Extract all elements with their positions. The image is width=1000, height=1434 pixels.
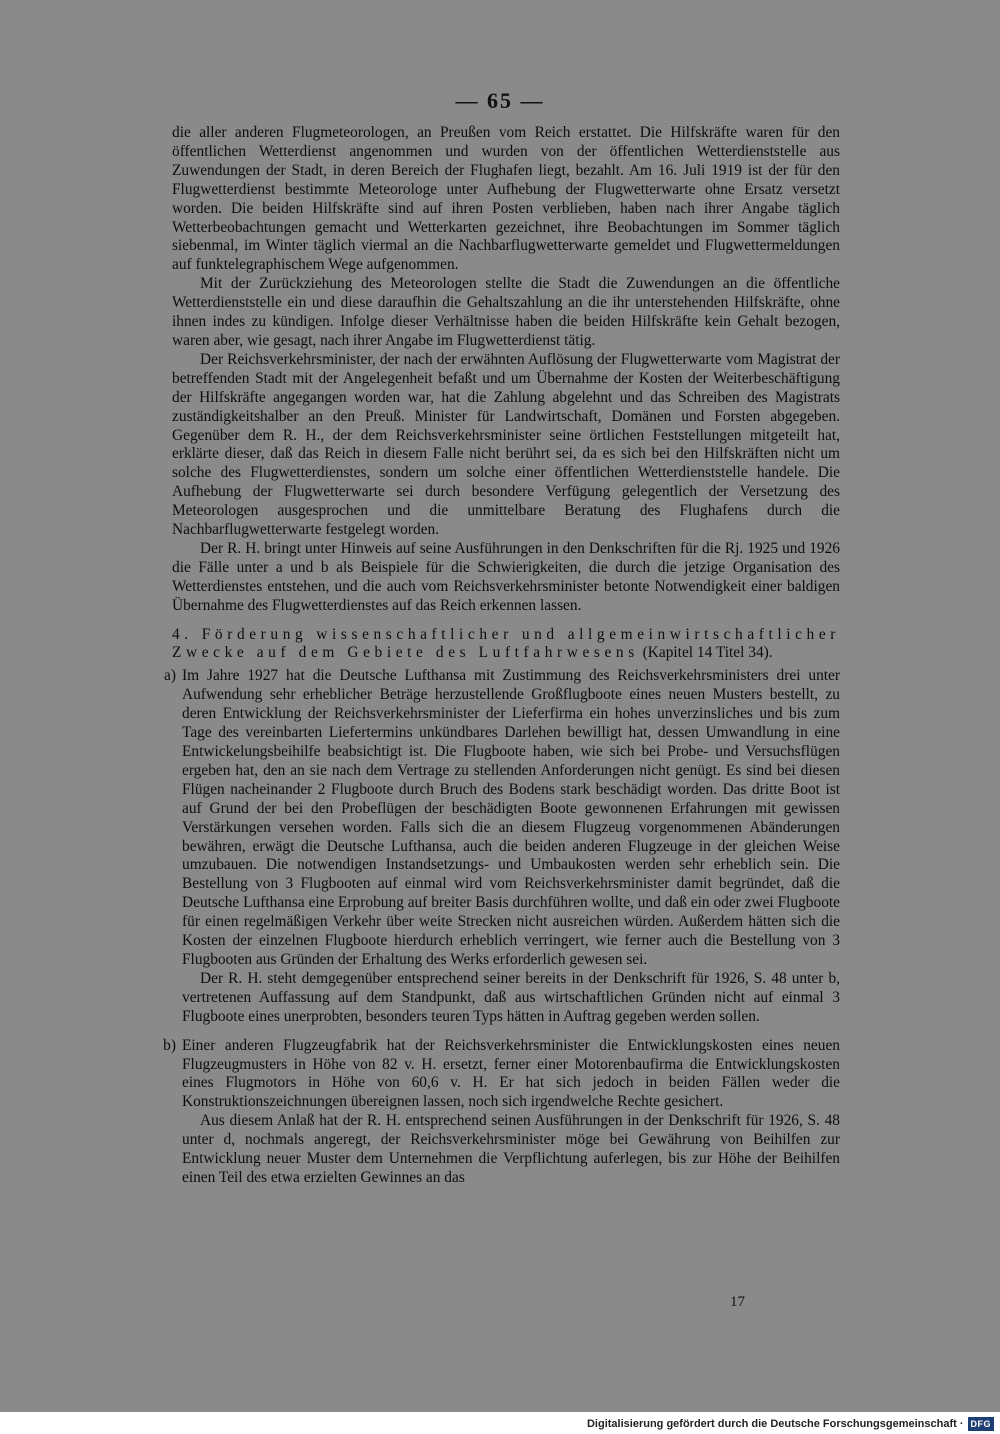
- list-marker: b): [163, 1036, 176, 1054]
- section-heading: [172, 626, 840, 664]
- list-marker: a): [164, 667, 176, 685]
- list-item-b: [163, 1036, 840, 1188]
- paragraph: Mit der Zurückziehung des Meteorologen stellte die Stadt die Zuwendungen an die öffentliche Wetterdienststelle ein und diese daraufhin die Gehaltszahlung an die ihr unterstehenden Hilfskräfte, ohne ihnen indes zu kündigen. Infolge dieser Verhältnisse haben die beiden Hilfskräfte kein Gehalt bezogen, waren aber, wie gesagt, nach ihrer Angabe im Flugwetterdienst tätig.: [172, 275, 840, 349]
- item-paragraph: Einer anderen Flugzeugfabrik hat der Reichsverkehrsminister die Entwicklungskosten eines neuen Flugzeugmusters in Höhe von 82 v. H. ersetzt, ferner einer Motorenbaufirma die Entwicklungskosten eines Flugmotors in Höhe von 60,6 v. H. Er hat sich jedoch in beiden Fällen weder die Konstruktionszeichnungen übereignen lassen, noch sich irgendwelche Rechte gesichert.: [182, 1036, 840, 1111]
- section-heading-title: 4. Förderung wissenschaftlicher und allgemeinwirtschaftlicher Zwecke auf dem Gebiete des Luftfahrwesens: [172, 625, 840, 662]
- paragraph: die aller anderen Flugmeteorologen, an Preußen vom Reich erstattet. Die Hilfskräfte waren für den öffentlichen Wetterdienst angenommen und wurden von der öffentlichen Wetterdienststelle aus Zuwendungen der Stadt, in deren Bereich der Flughafen liegt, bezahlt. Am 16. Juli 1919 ist der für den Flugwetterdienst bestimmte Meteorologe unter Aufhebung der Flugwetterwarte ohne Ersatz versetzt worden. Die beiden Hilfskräfte sind auf ihren Posten verblieben, haben nach ihrer Angabe täglich Wetterbeobachtungen gemacht und Wetterkarten gezeichnet, ihre Beobachtungen im Sommer täglich siebenmal, im Winter täglich viermal an die Nachbarflugwetterwarte gemeldet und Flugwettermeldungen auf funktelegraphischem Wege aufgenommen.: [172, 124, 840, 274]
- paragraph: Der Reichsverkehrsminister, der nach der erwähnten Auflösung der Flugwetterwarte vom Magistrat der betreffenden Stadt mit der Angelegenheit befaßt und um Übernahme der Kosten der Weiterbeschäftigung der Hilfskräfte angegangen worden war, hat die Zahlung abgelehnt und das Schreiben des Magistrats zuständigkeitshalber an den Preuß. Minister für Landwirtschaft, Domänen und Forsten abgegeben. Gegenüber dem R. H., der dem Reichsverkehrsminister seine örtlichen Feststellungen mitgeteilt hat, erklärte dieser, daß das Reich in diesem Falle nicht berührt sei, da es sich bei den Hilfskräften nicht um solche des Flugwetterdienstes, sondern um solche einer öffentlichen Wetterdienststelle handele. Die Aufhebung der Flugwetterwarte sei durch besondere Verfügung gelegentlich der Versetzung des Meteorologen ausgesprochen und die unmittelbare Beratung des Flughafens durch die Nachbarflugwetterwarte festgelegt worden.: [172, 350, 840, 539]
- item-paragraph: Aus diesem Anlaß hat der R. H. entsprechend seinen Ausführungen in der Denkschrift für 1926, S. 48 unter d, nochmals angeregt, der Reichsverkehrsminister möge bei Gewährung von Beihilfen zur Entwicklung neuer Muster dem Unternehmen die Verpflichtung auferlegen, bis zur Höhe der Beihilfen einen Teil des etwa erzielten Gewinnes an das: [182, 1112, 840, 1186]
- item-paragraph: Im Jahre 1927 hat die Deutsche Lufthansa mit Zustimmung des Reichsverkehrsministers drei unter Aufwendung sehr erheblicher Beträge herzustellende Großflugboote eines neuen Musters bestellt, zu deren Entwicklung der Reichsverkehrsminister der Lieferfirma ein hohes unverzinsliches und bis zum Tage des vereinbarten Liefertermins unkündbares Darlehen bewilligt hat, dessen Umwandlung in eine Entwickelungsbeihilfe beabsichtigt ist. Die Flugboote haben, wie sich bei Probe- und Versuchsflügen ergeben hat, den an sie nach dem Vertrage zu stellenden Anforderungen nicht genügt. Es sind bei diesen Flügen nacheinander 2 Flugboote durch Bruch des Bodens stark beschädigt worden. Das dritte Boot ist auf Grund der bei den Probeflügen der beschädigten Boote gewonnenen Erfahrungen mit gewissen Verstärkungen versehen worden. Falls sich die an diesem Flugzeug vorgenommenen Abänderungen bewähren, erwägt die Deutsche Lufthansa, auch die beiden anderen Flugzeuge in der gleichen Weise umzubauen. Die notwendigen Instandsetzungs- und Umbaukosten werden sehr erheblich sein. Die Bestellung von 3 Flugbooten auf einmal wird vom Reichsverkehrsminister damit begründet, daß die Deutsche Lufthansa eine Erprobung auf breiter Basis durchführen wollte, und daß ein oder zwei Flugboote für einen regelmäßigen Verkehr über weite Strecken nicht ausreichen würden. Außerdem hätten sich die Kosten der einzelnen Flugboote hierdurch erheblich verringert, wie ferner auch die Bestellung von 3 Flugbooten aus Gründen der Erhaltung des Werks erforderlich gewesen sei.: [182, 667, 840, 968]
- item-paragraph: Der R. H. steht demgegenüber entsprechend seiner bereits in der Denkschrift für 1926, S. 48 unter b, vertretenen Auffassung auf dem Standpunkt, daß aus wirtschaftlichen Gründen nicht auf einmal 3 Flugboote eines unerprobten, besonders teuren Typs hätten in Auftrag gegeben werden sollen.: [182, 969, 840, 1025]
- page-body: [163, 124, 840, 1188]
- page-number: — 65 —: [455, 88, 545, 113]
- footer-text: Digitalisierung gefördert durch die Deutsche Forschungsgemeinschaft ·: [586, 1418, 964, 1430]
- paragraph: Der R. H. bringt unter Hinweis auf seine Ausführungen in den Denkschriften für die Rj. 1925 und 1926 die Fälle unter a und b als Beispiele für die Schwierigkeiten, die durch die jetzige Organisation des Wetterdienstes entstehen, und die auch vom Reichsverkehrsminister betonte Notwendigkeit einer baldigen Übernahme des Flugwetterdienstes auf das Reich erkennen lassen.: [172, 539, 840, 614]
- footer-credit: [587, 1416, 994, 1432]
- list-item-a: [164, 667, 840, 1026]
- sheet-signature: 17: [730, 1294, 745, 1310]
- dfg-logo-icon: DFG: [968, 1417, 995, 1431]
- section-heading-reference: (Kapitel 14 Titel 34).: [638, 644, 773, 662]
